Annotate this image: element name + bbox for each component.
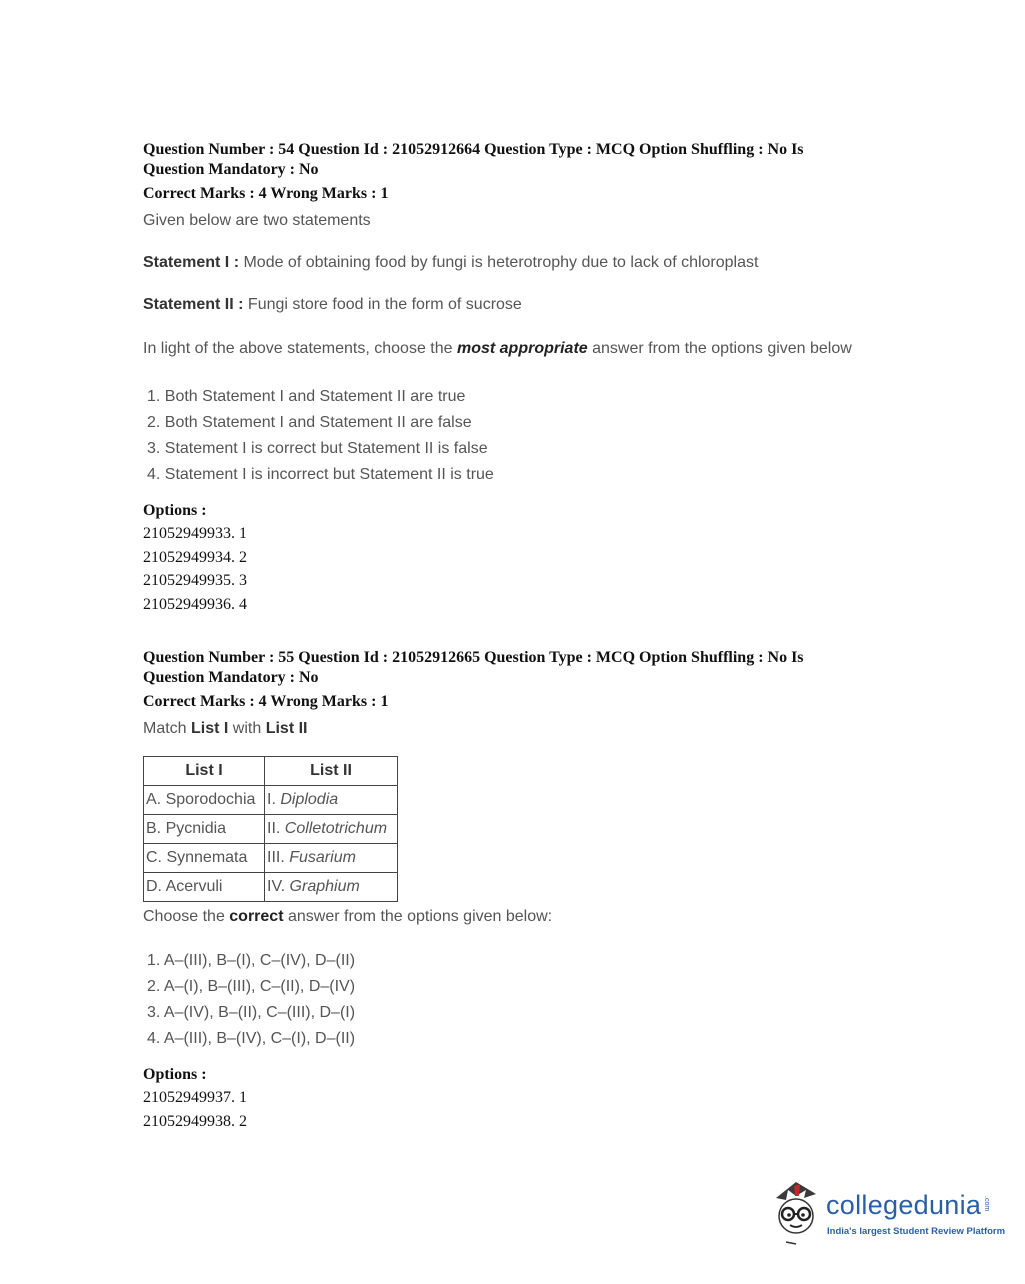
- statement-1-text: Mode of obtaining food by fungi is heterotrophy due to lack of chloroplast: [239, 254, 759, 271]
- table-cell-left: A. Sporodochia: [144, 786, 265, 815]
- mascot-icon: [766, 1176, 826, 1248]
- option-line: 21052949935. 3: [143, 572, 247, 589]
- choose-pre: Choose the: [143, 908, 230, 925]
- answer-item: 4. A–(III), B–(IV), C–(I), D–(II): [147, 1030, 356, 1047]
- question-header-line2: Question Mandatory : No: [143, 161, 319, 178]
- match-pre: Match: [143, 720, 192, 737]
- option-line: 21052949936. 4: [143, 595, 247, 613]
- statement-2: [143, 294, 883, 316]
- logo-com: .com: [983, 1196, 990, 1212]
- statement-1: [143, 252, 883, 274]
- table-cell-genus: Diplodia: [280, 791, 339, 808]
- option-line: 21052949934. 2: [143, 548, 247, 566]
- answer-item: 2. Both Statement I and Statement II are false: [147, 414, 472, 431]
- statement-1-label: Statement I :: [143, 254, 240, 271]
- collegedunia-logo: [766, 1176, 1006, 1256]
- table-cell-left: B. Pycnidia: [144, 815, 265, 844]
- choose-emphasis: most appropriate: [456, 340, 588, 357]
- table-header-list2: List II: [265, 757, 398, 786]
- table-cell-genus: Fusarium: [289, 849, 356, 866]
- table-row: [144, 786, 398, 815]
- logo-wordmark: collegedunia: [826, 1190, 982, 1220]
- table-row: [144, 844, 398, 873]
- table-cell-num: III.: [267, 849, 290, 866]
- marks-info: Correct Marks : 4 Wrong Marks : 1: [143, 185, 389, 202]
- match-list1: List I: [191, 720, 229, 737]
- table-cell-num: II.: [267, 820, 285, 837]
- table-cell-num: IV.: [267, 878, 290, 895]
- table-header-row: [144, 757, 398, 786]
- table-row: [144, 873, 398, 902]
- option-line: 21052949937. 1: [143, 1089, 247, 1106]
- table-row: [144, 815, 398, 844]
- option-line: 21052949933. 1: [143, 525, 247, 542]
- match-mid: with: [228, 720, 266, 737]
- question-header: [143, 140, 883, 180]
- logo-tagline: India's largest Student Review Platform: [827, 1226, 1006, 1237]
- statement-2-label: Statement II :: [143, 296, 244, 313]
- table-cell-right: [265, 873, 398, 902]
- answer-item: 4. Statement I is incorrect but Statement II is true: [147, 466, 494, 483]
- question-54: [143, 140, 883, 616]
- table-cell-left: D. Acervuli: [144, 873, 265, 902]
- answer-list: [143, 948, 883, 1052]
- answer-item: 1. Both Statement I and Statement II are true: [147, 388, 466, 405]
- answer-item: 2. A–(I), B–(III), C–(II), D–(IV): [147, 978, 356, 995]
- choose-instruction: [143, 906, 883, 928]
- option-line: 21052949938. 2: [143, 1112, 247, 1130]
- question-header-line2: Question Mandatory : No: [143, 669, 319, 686]
- question-header-line1: Question Number : 55 Question Id : 21052912665 Question Type : MCQ Option Shuffling : No Is: [143, 649, 804, 666]
- choose-instruction: [143, 336, 883, 362]
- question-header-line1: Question Number : 54 Question Id : 21052912664 Question Type : MCQ Option Shuffling : No Is: [143, 141, 804, 158]
- match-instruction: [143, 718, 883, 740]
- table-cell-num: I.: [267, 791, 281, 808]
- options-title: Options :: [143, 1066, 207, 1083]
- choose-post: answer from the options given below: [587, 340, 852, 357]
- options-title: Options :: [143, 502, 207, 519]
- table-cell-genus: Colletotrichum: [284, 820, 388, 837]
- document-page: [143, 140, 883, 1133]
- answer-item: 1. A–(III), B–(I), C–(IV), D–(II): [147, 952, 356, 969]
- table-header-list1: List I: [144, 757, 265, 786]
- table-cell-right: [265, 786, 398, 815]
- table-cell-right: [265, 844, 398, 873]
- match-table: [143, 756, 398, 902]
- answer-item: 3. A–(IV), B–(II), C–(III), D–(I): [147, 1004, 356, 1021]
- table-cell-left: C. Synnemata: [144, 844, 265, 873]
- question-intro: Given below are two statements: [143, 212, 371, 229]
- answer-item: 3. Statement I is correct but Statement II is false: [147, 440, 488, 457]
- match-list2: List II: [265, 720, 308, 737]
- choose-emphasis: correct: [229, 908, 284, 925]
- choose-post: answer from the options given below:: [283, 908, 553, 925]
- answer-list: [143, 384, 883, 488]
- question-55: [143, 648, 883, 1133]
- choose-pre: In light of the above statements, choose the: [143, 340, 457, 357]
- table-cell-right: [265, 815, 398, 844]
- table-cell-genus: Graphium: [289, 878, 360, 895]
- marks-info: Correct Marks : 4 Wrong Marks : 1: [143, 693, 389, 710]
- statement-2-text: Fungi store food in the form of sucrose: [243, 296, 522, 313]
- question-header: [143, 648, 883, 688]
